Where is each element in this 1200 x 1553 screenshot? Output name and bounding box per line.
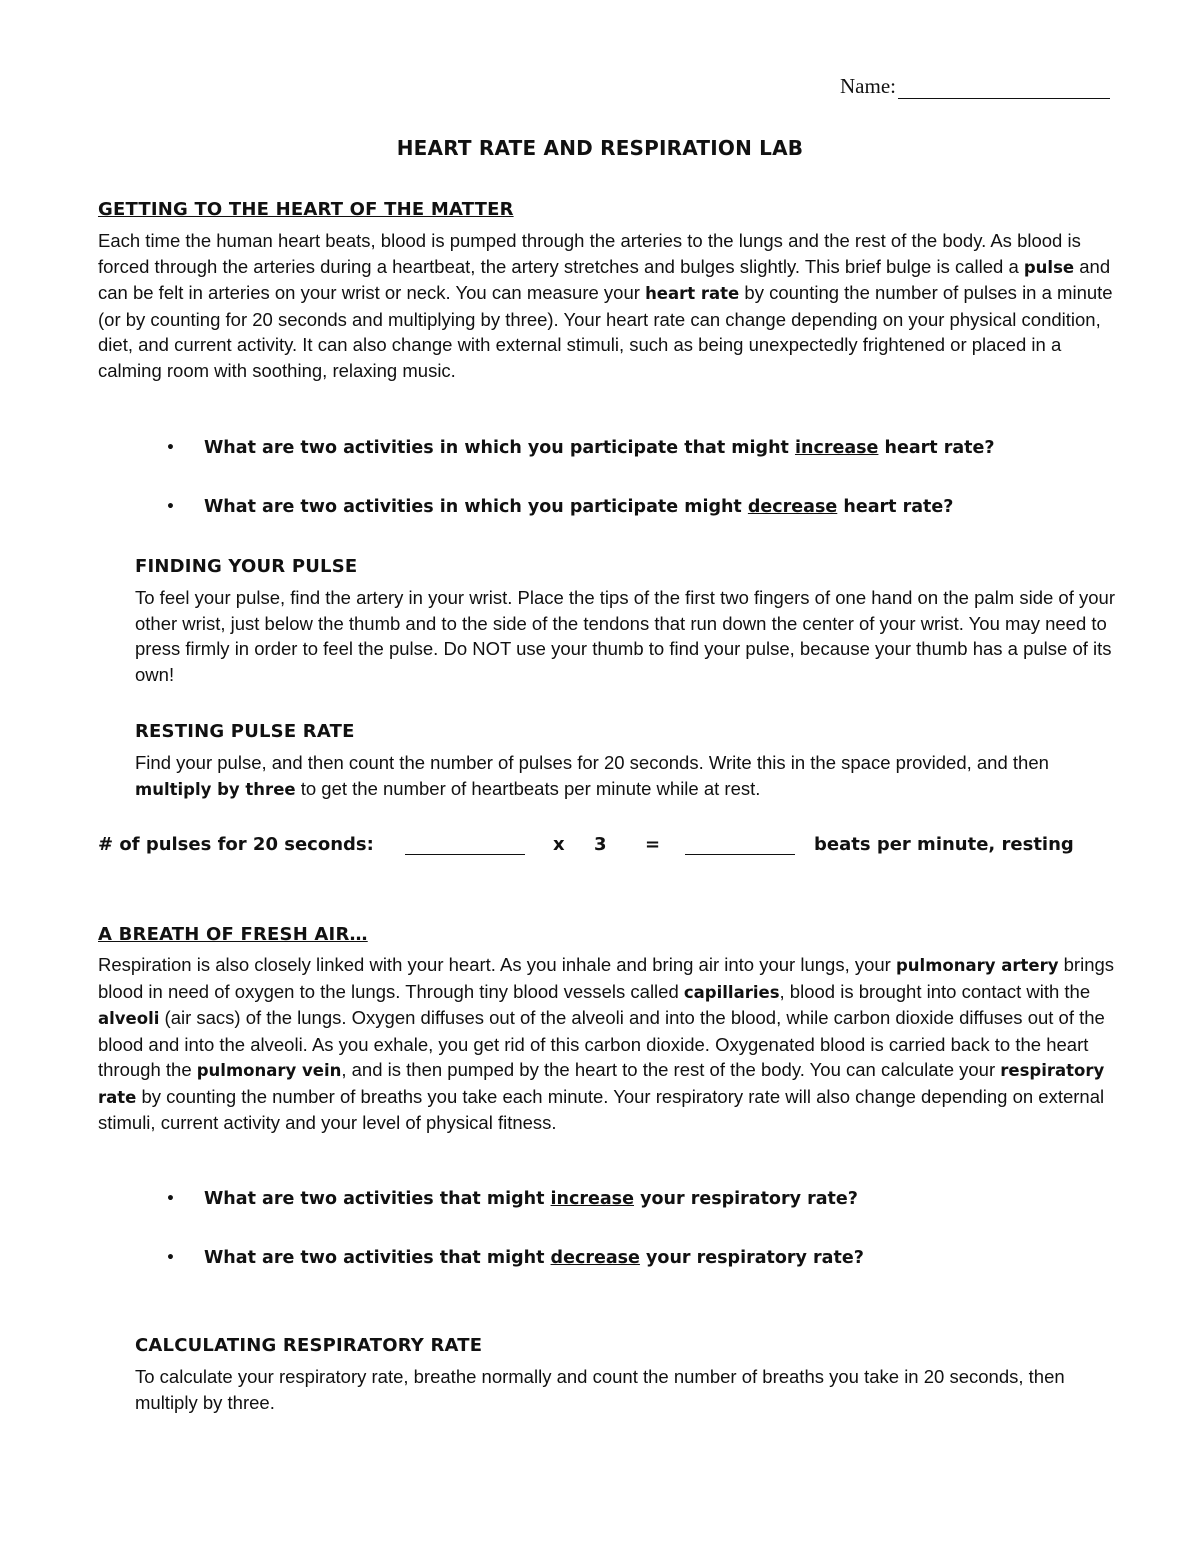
bullet-icon: • bbox=[166, 1250, 175, 1266]
calc-times: x bbox=[553, 834, 565, 855]
question-text: What are two activities in which you participate that might bbox=[204, 438, 795, 458]
bullet-icon: • bbox=[166, 440, 175, 456]
pulse-calculation-row bbox=[98, 834, 1088, 862]
paragraph-breath bbox=[98, 952, 1118, 1136]
question-text: your respiratory rate? bbox=[639, 1248, 864, 1268]
heading-finding-pulse: FINDING YOUR PULSE bbox=[135, 556, 358, 577]
calc-label: # of pulses for 20 seconds: bbox=[98, 834, 374, 855]
question-emphasis: decrease bbox=[550, 1248, 640, 1268]
bullet-icon: • bbox=[166, 499, 175, 515]
question-text: heart rate? bbox=[878, 438, 995, 458]
heading-breath: A BREATH OF FRESH AIR… bbox=[98, 924, 368, 945]
name-blank[interactable] bbox=[898, 76, 1110, 99]
term-pulse: pulse bbox=[1023, 257, 1075, 277]
heading-heart: GETTING TO THE HEART OF THE MATTER bbox=[98, 199, 514, 220]
question-decrease-heart-rate bbox=[166, 497, 953, 517]
heading-resting-pulse: RESTING PULSE RATE bbox=[135, 721, 355, 742]
text-span: (air sacs) of the lungs. Oxygen diffuses out of the alveoli and into the blood, while carbon dioxide diffuses out of the blood and into the alveoli. As you exhale, you get rid of this carbon dioxide. Oxygenated blood is carried back to the heart through the bbox=[98, 1007, 1105, 1080]
paragraph-heart bbox=[98, 228, 1113, 383]
text-span: , and is then pumped by the heart to the rest of the body. You can calculate your bbox=[341, 1059, 1001, 1080]
text-span: by counting the number of pulses in a minute (or by counting for 20 seconds and multiplying by three). Your heart rate can change depending on your physical condition, diet, and current activity. It can also change with external stimuli, such as being unexpectedly frightened or placed in a calming room with soothing, relaxing music. bbox=[98, 282, 1113, 381]
term-pulmonary-artery: pulmonary artery bbox=[895, 956, 1059, 975]
text-span: , blood is brought into contact with the bbox=[779, 980, 1091, 1002]
calc-three: 3 bbox=[594, 834, 607, 855]
question-emphasis: decrease bbox=[747, 497, 838, 517]
text-span: brings blood in need of oxygen to the lungs. Through tiny blood vessels called bbox=[98, 954, 1115, 1002]
name-field[interactable] bbox=[840, 74, 1110, 99]
text-span: to get the number of heartbeats per minute while at rest. bbox=[295, 777, 761, 799]
text-span: Find your pulse, and then count the number of pulses for 20 seconds. Write this in the space provided, and then bbox=[135, 752, 1049, 773]
text-span: Respiration is also closely linked with your heart. As you inhale and bring air into your lungs, your bbox=[98, 954, 896, 975]
term-capillaries: capillaries bbox=[683, 982, 780, 1002]
page-title: HEART RATE AND RESPIRATION LAB bbox=[396, 136, 804, 160]
question-increase-heart-rate bbox=[166, 438, 995, 458]
term-respiratory-rate: respiratory rate bbox=[98, 1061, 1105, 1107]
paragraph-finding-pulse: To feel your pulse, find the artery in your wrist. Place the tips of the first two fingers of one hand on the palm side of your other wrist, just below the thumb and to the side of the tendons that run down the center of your wrist. You may need to press firmly in order to feel the pulse. Do NOT use your thumb to find your pulse, because your thumb has a pulse of its own! bbox=[135, 587, 1115, 685]
question-text: heart rate? bbox=[837, 497, 954, 517]
calc-result-label: beats per minute, resting bbox=[814, 834, 1074, 855]
term-multiply: multiply by three bbox=[135, 779, 296, 799]
text-span: by counting the number of breaths you take each minute. Your respiratory rate will also change depending on external stimuli, current activity and your level of physical fitness. bbox=[98, 1085, 1105, 1133]
question-text: What are two activities that might bbox=[204, 1189, 551, 1209]
text-span: Each time the human heart beats, blood is pumped through the arteries to the lungs and the rest of the body. As blood is forced through the arteries during a heartbeat, the artery stretches and bulges slightly. This brief bulge is called a bbox=[98, 230, 1081, 277]
question-emphasis: increase bbox=[550, 1189, 634, 1209]
bullet-icon: • bbox=[166, 1191, 175, 1207]
text-span: and can be felt in arteries on your wrist or neck. You can measure your bbox=[98, 255, 1111, 303]
paragraph-resting-pulse bbox=[135, 750, 1120, 802]
question-increase-respiratory-rate bbox=[166, 1189, 858, 1209]
calc-equals: = bbox=[645, 834, 661, 855]
question-text: What are two activities in which you participate might bbox=[204, 497, 748, 517]
question-decrease-respiratory-rate bbox=[166, 1248, 864, 1268]
term-heart-rate: heart rate bbox=[645, 284, 740, 303]
question-emphasis: increase bbox=[794, 438, 879, 458]
term-alveoli: alveoli bbox=[98, 1009, 160, 1028]
paragraph-calculating-respiratory: To calculate your respiratory rate, breathe normally and count the number of breaths you take in 20 seconds, then multiply by three. bbox=[135, 1366, 1065, 1413]
term-pulmonary-vein: pulmonary vein bbox=[196, 1061, 342, 1080]
question-text: your respiratory rate? bbox=[633, 1189, 858, 1209]
heading-calculating-respiratory: CALCULATING RESPIRATORY RATE bbox=[135, 1335, 483, 1356]
name-label: Name: bbox=[840, 74, 896, 98]
question-text: What are two activities that might bbox=[204, 1248, 551, 1268]
